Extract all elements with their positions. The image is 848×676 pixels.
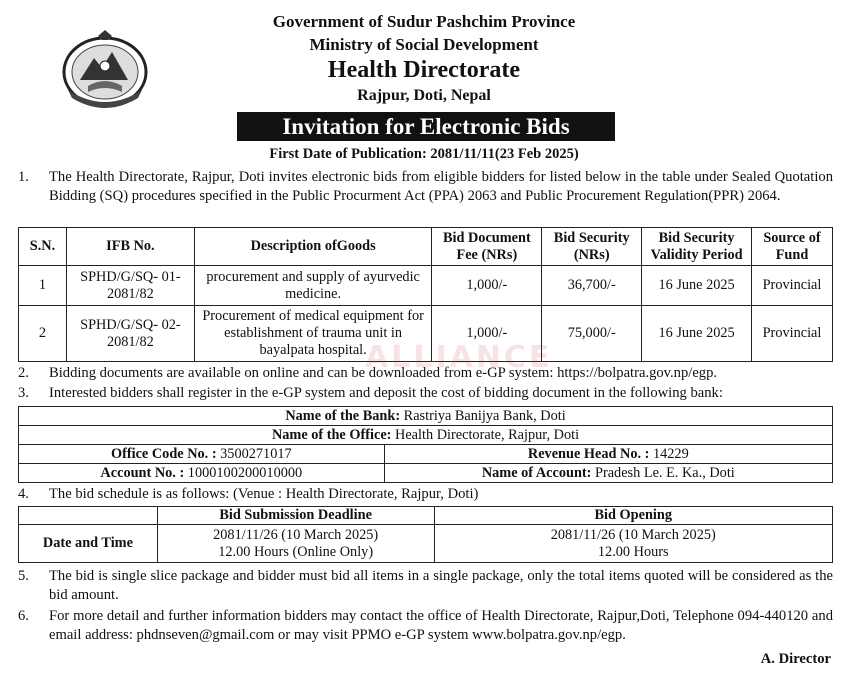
- office-name-value: Health Directorate, Rajpur, Doti: [395, 426, 580, 443]
- paragraph-text: For more detail and further information bidders may contact the office of Health Directorate, Rajpur,Doti, Telephone 094-440120 and email address: phdnseven@gmail.com or may visit PPMO e-GP system www.bolpatra.gov.np/egp.: [49, 608, 833, 643]
- column-header: IFB No.: [66, 228, 194, 266]
- table-row: [19, 407, 833, 426]
- office-name-label: Name of the Office:: [271, 426, 392, 443]
- column-header: Bid Opening: [434, 507, 833, 525]
- column-header: Bid Document Fee (NRs): [432, 228, 542, 266]
- signature: A. Director: [760, 651, 831, 667]
- column-header: Bid Submission Deadline: [157, 507, 434, 525]
- paragraph-number: 1.: [18, 169, 29, 185]
- table-row: [19, 464, 833, 483]
- column-header: Bid Security (NRs): [542, 228, 642, 266]
- header-directorate: Health Directorate: [327, 57, 521, 83]
- table-header-row: [19, 507, 833, 525]
- table-cell: SPHD/G/SQ- 02-2081/82: [66, 306, 194, 362]
- bid-schedule-table: [18, 506, 833, 563]
- office-code-value: 3500271017: [220, 445, 292, 462]
- paragraph-2: [18, 364, 833, 383]
- table-cell: 1,000/-: [432, 306, 542, 362]
- revenue-head-cell: [384, 445, 832, 464]
- opening-date: 2081/11/26 (10 March 2025): [550, 526, 716, 543]
- paragraph-text: The Health Directorate, Rajpur, Doti invites electronic bids from eligible bidders for listed below in the table under Sealed Quotation Bidding (SQ) procedures specified in the Public Procurment Act (PPA) 2063 and Public Procurement Regulation(PPR) 2064.: [49, 169, 833, 204]
- submission-date: 2081/11/26 (10 March 2025): [213, 526, 379, 543]
- submission-time: 12.00 Hours (Online Only): [218, 543, 374, 560]
- office-name-cell: [19, 426, 833, 445]
- table-cell: Provincial: [752, 266, 833, 306]
- table-cell: 75,000/-: [542, 306, 642, 362]
- paragraph-text: Bidding documents are available on online and can be downloaded from e-GP system: https://bolpatra.gov.np/egp.: [49, 365, 718, 381]
- table-header-row: [19, 228, 833, 266]
- paragraph-text: The bid schedule is as follows: (Venue : Health Directorate, Rajpur, Doti): [49, 486, 479, 502]
- paragraph-number: 6.: [18, 608, 29, 624]
- account-number-value: 1000100200010000: [187, 464, 303, 481]
- table-cell: Procurement of medical equipment for establishment of trauma unit in bayalpata hospital.: [194, 306, 432, 362]
- column-header: Bid Security Validity Period: [642, 228, 752, 266]
- bank-name-value: Rastriya Banijya Bank, Doti: [403, 407, 566, 424]
- paragraph-number: 3.: [18, 385, 29, 401]
- revenue-head-value: 14229: [652, 445, 689, 462]
- header-ministry: Ministry of Social Development: [309, 35, 539, 54]
- paragraph-1: [18, 168, 833, 226]
- submission-deadline-cell: [157, 525, 434, 563]
- table-cell: Provincial: [752, 306, 833, 362]
- table-row: [19, 426, 833, 445]
- account-number-label: Account No. :: [100, 464, 185, 481]
- paragraph-6: [18, 607, 833, 645]
- account-name-value: Pradesh Le. E. Ka., Doti: [595, 464, 735, 481]
- table-row: [19, 525, 833, 563]
- paragraph-number: 2.: [18, 365, 29, 381]
- header-address: Rajpur, Doti, Nepal: [357, 87, 491, 104]
- table-cell: procurement and supply of ayurvedic medicine.: [194, 266, 432, 306]
- table-cell: 16 June 2025: [642, 306, 752, 362]
- header-government: Government of Sudur Pashchim Province: [272, 12, 576, 31]
- account-name-cell: [384, 464, 832, 483]
- table-cell: 2: [19, 306, 67, 362]
- column-header: Description ofGoods: [194, 228, 432, 266]
- office-code-cell: [19, 445, 385, 464]
- bank-name-cell: [19, 407, 833, 426]
- table-cell: 16 June 2025: [642, 266, 752, 306]
- paragraph-number: 5.: [18, 568, 29, 584]
- publication-date: First Date of Publication: 2081/11/11(23 Feb 2025): [269, 146, 579, 162]
- opening-time: 12.00 Hours: [597, 543, 669, 560]
- table-cell: 1: [19, 266, 67, 306]
- table-cell: 1,000/-: [432, 266, 542, 306]
- table-row: [19, 266, 833, 306]
- paragraph-text: Interested bidders shall register in the e-GP system and deposit the cost of bidding document in the following bank:: [49, 385, 723, 401]
- table-cell: 36,700/-: [542, 266, 642, 306]
- revenue-head-label: Revenue Head No. :: [527, 445, 650, 462]
- paragraph-3: [18, 384, 833, 403]
- column-header: S.N.: [19, 228, 67, 266]
- bank-name-label: Name of the Bank:: [285, 407, 401, 424]
- bid-opening-cell: [434, 525, 833, 563]
- column-header: Source of Fund: [752, 228, 833, 266]
- paragraph-4: [18, 485, 833, 504]
- row-header: Date and Time: [19, 525, 158, 563]
- notice-title: Invitation for Electronic Bids: [237, 112, 615, 141]
- table-cell: SPHD/G/SQ- 01-2081/82: [66, 266, 194, 306]
- bank-details-table: [18, 406, 833, 483]
- paragraph-text: The bid is single slice package and bidder must bid all items in a single package, only the total items quoted will be considered as the bid amount.: [49, 568, 833, 603]
- watermark: ALLIANCE: [365, 340, 553, 375]
- paragraph-number: 4.: [18, 486, 29, 502]
- table-cell-empty: [19, 507, 158, 525]
- paragraph-5: [18, 567, 833, 605]
- account-name-label: Name of Account:: [481, 464, 592, 481]
- table-row: [19, 445, 833, 464]
- office-code-label: Office Code No. :: [110, 445, 217, 462]
- account-number-cell: [19, 464, 385, 483]
